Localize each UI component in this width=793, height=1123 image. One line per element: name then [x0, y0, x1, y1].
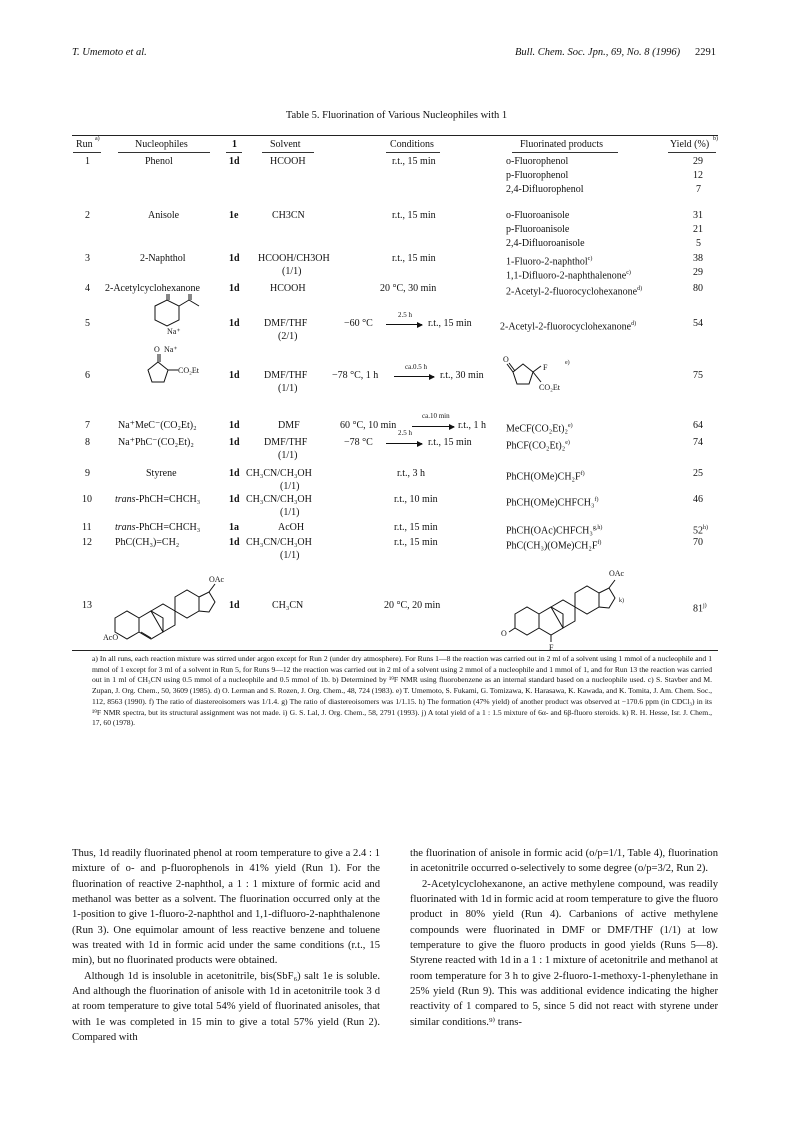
conditions-end: r.t., 15 min: [428, 437, 472, 448]
conditions-arrow: [412, 426, 454, 427]
conditions-arrow: [386, 443, 422, 444]
conditions-end: r.t., 15 min: [428, 318, 472, 329]
conditions-arrow-label: 2.5 h: [398, 311, 412, 319]
nucleophile: 2-Acetylcyclohexanone: [105, 283, 200, 294]
svg-text:Na⁺: Na⁺: [167, 327, 181, 336]
conditions-start: −60 °C: [344, 318, 373, 329]
conditions: r.t., 15 min: [392, 210, 436, 221]
product: PhCF(CO₂Et)₂$^{e)}$: [506, 440, 570, 452]
product: $PhCH(OMe)CH_2F^{f)}$: [506, 471, 585, 483]
running-head-journal: Bull. Chem. Soc. Jpn., 69, No. 8 (1996): [515, 47, 681, 58]
table-top-rule: [72, 135, 718, 136]
solvent-ratio: (1/1): [282, 266, 302, 277]
svg-text:k): k): [619, 598, 624, 604]
paragraph: the fluorination of anisole in formic acid (o/p=1/1, Table 4), fluorination in acetonitrile occurred o-selectively to some degree (o/p=3/2, Run 2).: [410, 848, 718, 875]
yield: 46: [693, 494, 703, 505]
run-number: 5: [85, 318, 90, 329]
conditions-start: −78 °C, 1 h: [332, 370, 379, 381]
solvent-ratio: (1/1): [278, 450, 298, 461]
solvent-ratio: (1/1): [278, 383, 298, 394]
yield: 64: [693, 420, 703, 431]
nucleophile: PhC(CH₃)=CH₂: [115, 537, 180, 548]
col-solvent: Solvent: [270, 139, 301, 150]
reagent: 1d: [229, 468, 240, 479]
conditions: r.t., 10 min: [394, 494, 438, 505]
product: PhCH(OAc)CHFCH₃$^{g,h)}$: [506, 525, 603, 537]
solvent: CH₃CN/CH₃OH: [246, 494, 312, 505]
col-nucleophiles: Nucleophiles: [135, 139, 188, 150]
enolate-structure-run5: [145, 296, 205, 342]
yield: 81$^{j)}$: [693, 603, 707, 615]
yield: 80: [693, 283, 703, 294]
reagent: 1a: [229, 522, 239, 533]
svg-text:Na⁺: Na⁺: [164, 345, 178, 354]
yield: 70: [693, 537, 703, 548]
solvent: HCOOH/CH3OH: [258, 253, 330, 264]
solvent: CH₃CN/CH₃OH: [246, 537, 312, 548]
reagent: 1d: [229, 370, 240, 381]
conditions-arrow: [394, 376, 434, 377]
solvent: DMF: [278, 420, 300, 431]
paragraph: 2-Acetylcyclohexanone, an active methylene compound, was readily fluorinated with 1d in formic acid at room temperature to give the fluoro product in 80% yield (Run 4). Carbanions of active methylene compounds were fluorinated in DMF or DMF/THF (1/1) at low temperature to give the fluoro products in good yields (Runs 5—8). Styrene reacted with 1d in a 1 : 1 mixture of acetonitrile and methanol at room temperature for 3 h to give 2-fluoro-1-methoxy-1-phenylethane in 25% yield (Run 9). This was additional evidence indicating the higher reactivity of 1 compared to 5, since 5 did not react with styrene under similar conditions.⁹⁾ trans-: [410, 878, 718, 1028]
solvent: CH3CN: [272, 210, 305, 221]
reagent: 1d: [229, 420, 240, 431]
yield: 54: [693, 318, 703, 329]
yield: 38: [693, 253, 703, 264]
conditions: r.t., 15 min: [392, 253, 436, 264]
col-yield-note: b): [713, 136, 718, 142]
nucleophile: 2-Naphthol: [140, 253, 186, 264]
solvent-ratio: (2/1): [278, 331, 298, 342]
reagent: 1d: [229, 283, 240, 294]
solvent: DMF/THF: [264, 318, 308, 329]
product: 1,1-Difluoro-2-naphthalenone$^{c)}$: [506, 270, 631, 282]
product: o-Fluoroanisole: [506, 210, 570, 221]
col-yield: Yield (%): [670, 139, 710, 150]
nucleophile: Na⁺MeC⁻(CO₂Et)₂: [118, 420, 197, 431]
yield: 25: [693, 468, 703, 479]
solvent: HCOOH: [270, 156, 306, 167]
solvent: HCOOH: [270, 283, 306, 294]
solvent-ratio: (1/1): [280, 550, 300, 561]
conditions: r.t., 15 min: [392, 156, 436, 167]
yield: 75: [693, 370, 703, 381]
nucleophile: trans-PhCH=CHCH₃: [115, 522, 201, 533]
body-left-column: [72, 846, 380, 1045]
run-number: 4: [85, 283, 90, 294]
product: $PhC(CH_3)(OMe)CH_2F^{f)}$: [506, 540, 602, 552]
run-number: 3: [85, 253, 90, 264]
conditions-arrow-label: ca.10 min: [422, 412, 450, 420]
yield: 29: [693, 267, 703, 278]
yield: 5: [696, 238, 701, 249]
yield: 31: [693, 210, 703, 221]
svg-text:AcO: AcO: [103, 633, 119, 642]
solvent: DMF/THF: [264, 437, 308, 448]
run-number: 8: [85, 437, 90, 448]
solvent: AcOH: [278, 522, 305, 533]
yield: 7: [696, 184, 701, 195]
solvent: CH₃CN: [272, 600, 304, 611]
product: 2-Acetyl-2-fluorocyclohexanone$^{d)}$: [500, 321, 637, 333]
col-conditions: Conditions: [390, 139, 434, 150]
product: p-Fluoroanisole: [506, 224, 570, 235]
product: p-Fluorophenol: [506, 170, 569, 181]
run-number: 13: [82, 600, 92, 611]
body-right-column: [410, 846, 718, 1030]
reagent: 1e: [229, 210, 239, 221]
nucleophile: Na⁺PhC⁻(CO₂Et)₂: [118, 437, 194, 448]
solvent: CH₃CN/CH₃OH: [246, 468, 312, 479]
run-number: 1: [85, 156, 90, 167]
yield: 12: [693, 170, 703, 181]
conditions-end: r.t., 1 h: [458, 420, 487, 431]
product: o-Fluorophenol: [506, 156, 569, 167]
table-footnotes: a) In all runs, each reaction mixture was stirred under argon except for Run 2 (under dry atmosphere). For Runs 1—8 the reaction was carried out in 2 ml of a solvent using 1 mmol of a nucleophile and 1 mmol of 1 except for 3 ml of a solvent in Run 5, for Runs 9—12 the reaction was carried out in 2 ml of a solvent using 2 mmol of a nucleophile and 1 mmol of 1, and for Run 13 the reaction was carried out in 1 ml of CH₃CN using 0.5 mmol of a nucleophile and 0.5 mmol of 1b. b) Determined by ¹⁹F NMR using fluorobenzene as an internal standard based on a nucleophile used. c) S. Stavber and M. Zupan, J. Org. Chem., 50, 3609 (1985). d) O. Lerman and S. Rozen, J. Org. Chem., 48, 724 (1983). e) T. Umemoto, S. Fukami, G. Tomizawa, K. Harasawa, K. Kawada, and K. Tomita, J. Am. Chem. Soc., 112, 8563 (1990). f) The ratio of diastereoisomers was 1/1.4. g) The ratio of diastereoisomers was 1/1.15. h) The formation (47% yield) of another product was observed at −170.6 ppm (in CDCl₃) in its ¹⁹F NMR spectra, but its structural assignment was not made. i) G. S. Lal, J. Org. Chem., 58, 2791 (1993). j) A total yield of a 1 : 1.5 mixture of 6α- and 6β-fluoro steroids. k) R. H. Hesse, Isr. J. Chem., 17, 60 (1978).: [92, 654, 712, 728]
reagent: 1d: [229, 437, 240, 448]
product: 1-Fluoro-2-naphthol$^{c)}$: [506, 256, 593, 268]
yield: 52$^{h)}$: [693, 525, 708, 537]
product: 2-Acetyl-2-fluorocyclohexanone$^{d)}$: [506, 286, 643, 298]
yield: 29: [693, 156, 703, 167]
conditions: r.t., 15 min: [394, 522, 438, 533]
svg-text:O: O: [154, 345, 160, 354]
run-number: 7: [85, 420, 90, 431]
run-number: 9: [85, 468, 90, 479]
svg-text:CO₂Et: CO₂Et: [539, 383, 561, 392]
conditions-arrow-label: ca.0.5 h: [405, 363, 427, 371]
solvent-ratio: (1/1): [280, 507, 300, 518]
run-number: 2: [85, 210, 90, 221]
run-number: 11: [82, 522, 92, 533]
conditions-start: 60 °C, 10 min: [340, 420, 397, 431]
product: 2,4-Difluorophenol: [506, 184, 584, 195]
table-bottom-rule: [72, 650, 718, 651]
svg-text:OAc: OAc: [609, 569, 625, 578]
run-number: 6: [85, 370, 90, 381]
svg-text:F: F: [549, 643, 554, 652]
steroid-enol-acetate-structure: [105, 570, 225, 642]
svg-text:F: F: [543, 363, 548, 372]
reagent: 1d: [229, 253, 240, 264]
reagent: 1d: [229, 600, 240, 611]
conditions-end: r.t., 30 min: [440, 370, 484, 381]
conditions: 20 °C, 20 min: [384, 600, 441, 611]
paragraph: Thus, 1d readily fluorinated phenol at room temperature to give a 2.4 : 1 mixture of o- and p-fluorophenols in 41% yield (Run 1). For the fluorination of reactive 2-naphthol, a 1 : 1 mixture of formic acid and methanol was better as a solvent. The fluorination occurred only at the 1-position to give 1-fluoro-2-naphthol and 1,1-difluoro-2-naphthalenone (Run 3). One equimolar amount of less reactive benzene and toluene was treated with 1d in formic acid under the same conditions (r.t., 15 min), but no fluorinated products were obtained.: [72, 848, 380, 967]
reagent: 1d: [229, 318, 240, 329]
running-head-authors: T. Umemoto et al.: [72, 47, 147, 58]
col-reagent: 1: [232, 139, 237, 150]
table-caption: Table 5. Fluorination of Various Nucleophiles with 1: [285, 110, 508, 121]
conditions: r.t., 15 min: [394, 537, 438, 548]
col-run-note: a): [95, 136, 100, 142]
col-products: Fluorinated products: [520, 139, 604, 150]
svg-text:e): e): [565, 360, 570, 366]
conditions-start: −78 °C: [344, 437, 373, 448]
svg-text:O: O: [503, 355, 509, 364]
fluoro-steroid-structure: [501, 566, 625, 652]
conditions-arrow: [386, 324, 422, 325]
solvent: DMF/THF: [264, 370, 308, 381]
yield: 74: [693, 437, 703, 448]
solvent-ratio: (1/1): [280, 481, 300, 492]
nucleophile: Phenol: [145, 156, 173, 167]
svg-text:CO₂Et: CO₂Et: [178, 366, 200, 375]
enolate-structure-run6: [140, 345, 210, 398]
nucleophile: Anisole: [148, 210, 180, 221]
product: MeCF(CO₂Et)₂$^{e)}$: [506, 423, 573, 435]
svg-text:O: O: [501, 629, 507, 638]
conditions-arrow-label: 2.5 h: [398, 429, 412, 437]
product: 2,4-Difluoroanisole: [506, 238, 585, 249]
reagent: 1d: [229, 156, 240, 167]
run-number: 12: [82, 537, 92, 548]
run-number: 10: [82, 494, 92, 505]
yield: 21: [693, 224, 703, 235]
conditions: r.t., 3 h: [397, 468, 426, 479]
fluoro-ketoester-structure: [505, 352, 575, 400]
paragraph: Although 1d is insoluble in acetonitrile, bis(SbF₆) salt 1e is soluble. And although the fluorination of anisole with 1d in acetonitrile took 3 d at room temperature to give total 54% yield of fluorinated anisoles, that with 1e was completed in 15 min to give a total 57% yield (Run 2). Compared with: [72, 970, 380, 1044]
reagent: 1d: [229, 537, 240, 548]
reagent: 1d: [229, 494, 240, 505]
svg-text:OAc: OAc: [209, 575, 225, 584]
product: PhCH(OMe)CHFCH₃$^{f)}$: [506, 497, 599, 509]
nucleophile: trans-PhCH=CHCH₃: [115, 494, 201, 505]
nucleophile: Styrene: [146, 468, 177, 479]
conditions: 20 °C, 30 min: [380, 283, 437, 294]
page-number: 2291: [695, 47, 716, 58]
col-run: Run: [76, 139, 93, 150]
